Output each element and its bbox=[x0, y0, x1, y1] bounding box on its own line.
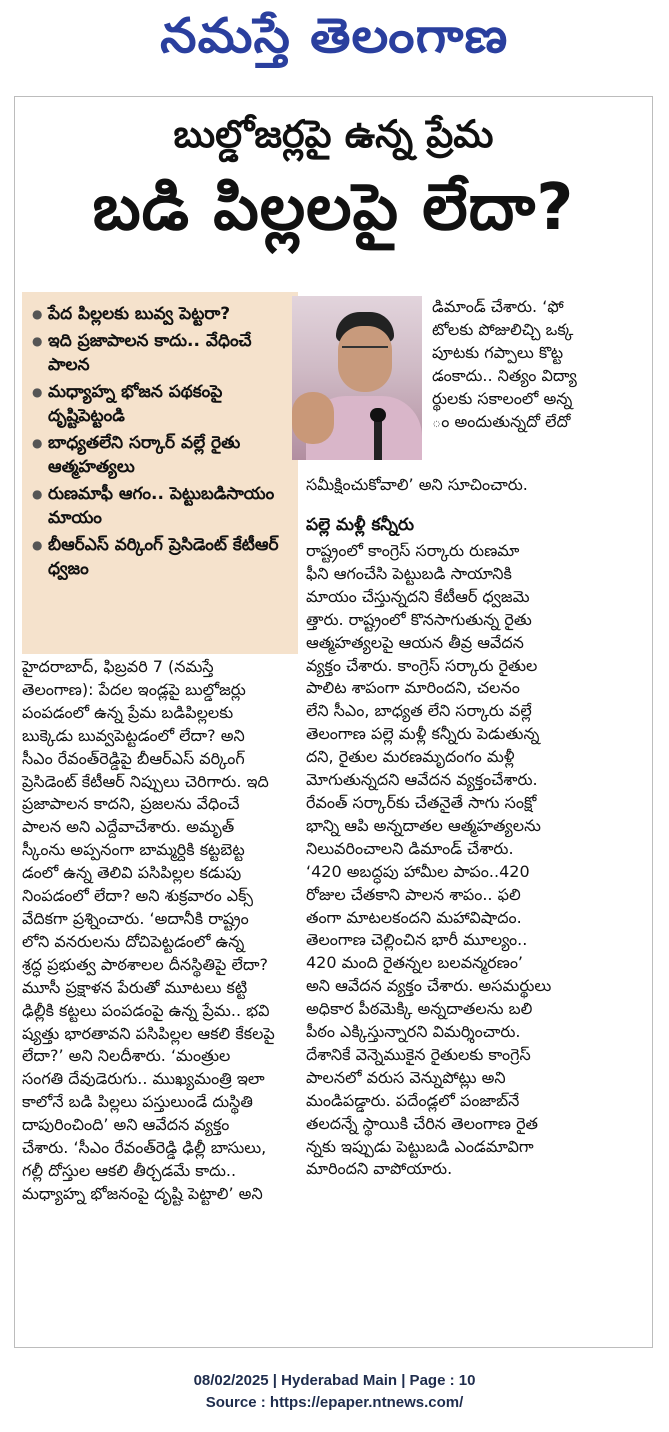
bullet-icon: ● bbox=[32, 307, 43, 321]
highlight-item: ● బాధ్యతలేని సర్కార్ వల్లే రైతు ఆత్మహత్యలు bbox=[32, 433, 241, 477]
bullet-icon: ● bbox=[32, 385, 43, 399]
masthead-title: నమస్తే తెలంగాణ bbox=[160, 8, 509, 64]
highlights-box bbox=[22, 292, 298, 654]
page-footer bbox=[0, 1370, 669, 1414]
bullet-icon: ● bbox=[32, 436, 43, 450]
newspaper-masthead bbox=[0, 0, 669, 84]
highlight-item: ● బీఆర్ఎస్ వర్కింగ్ ప్రెసిడెంట్ కేటీఆర్ ధ్వజం bbox=[32, 535, 279, 579]
bullet-icon: ● bbox=[32, 487, 43, 501]
highlight-item: ● పేద పిల్లలకు బువ్వ పెట్టరా? bbox=[32, 304, 231, 324]
edition-info: 08/02/2025 | Hyderabad Main | Page : 10 bbox=[193, 1372, 476, 1389]
highlights-list bbox=[32, 302, 292, 581]
article-body-left: హైదరాబాద్, ఫిబ్రవరి 7 (నమస్తే తెలంగాణ): పేదల ఇండ్లపై బుల్డోజర్లు పంపడంలో ఉన్న ప్రేమ బడిపిల్లలకు బుక్కెడు బువ్వపెట్టడంలో లేదా? అని సీఎం రేవంత్‌రెడ్డిపై బీఆర్ఎస్ వర్కింగ్ ప్రెసిడెంట్ కేటీఆర్ నిప్పులు చెరిగారు. ఇది ప్రజాపాలన కాదని, ప్రజలను వేధించే పాలన అని ఎద్దేవాచేశారు. అమృత్ స్కీంను అప్పనంగా బామ్మర్దికి కట్టబెట్ట డంలో ఉన్న తెలివి పసిపిల్లల కడుపు నింపడంలో లేదా? అని శుక్రవారం ఎక్స్ వేదికగా ప్రశ్నించారు. ‘అదానీకి రాష్ట్రం లోని వనరులను దోచిపెట్టడంలో ఉన్న శ్రద్ధ ప్రభుత్వ పాఠశాలల దీనస్థితిపై లేదా? మూసీ ప్రక్షాళన పేరుతో మూటలు కట్టి ఢిల్లీకి కట్టలు పంపడంపై ఉన్న ప్రేమ.. భవి ష్యత్తు భారతావని పసిపిల్లల ఆకలి కేకలపై లేదా?’ అని నిలదీశారు. ‘మంత్రుల సంగతి దేవుడెరుగు.. ముఖ్యమంత్రి ఇలా కాలోనే బడి పిల్లలు పస్తులుండే దుస్థితి దాపురించింది’ అని ఆవేదన వ్యక్తం చేశారు. ‘సీఎం రేవంత్‌రెడ్డి ఢిల్లీ బాసులు, గల్లీ దోస్తుల ఆకలి తీర్చడమే కాదు.. మధ్యాహ్న భోజనంపై దృష్టి పెట్టాలి’ అని bbox=[22, 657, 275, 1203]
bullet-icon: ● bbox=[32, 334, 43, 348]
source-link[interactable]: Source : https://epaper.ntnews.com/ bbox=[205, 1394, 464, 1411]
highlight-item: ● ఇది ప్రజాపాలన కాదు.. వేధించే పాలన bbox=[32, 331, 252, 375]
article-body-right: రాష్ట్రంలో కాంగ్రెస్ సర్కారు రుణమా ఫీని ఆగంచేసి పెట్టుబడి సాయానికి మాయం చేస్తున్నదని కేటీఆర్ ధ్వజమె త్తారు. రాష్ట్రంలో కొనసాగుతున్న రైతు ఆత్మహత్యలపై ఆయన తీవ్ర ఆవేదన వ్యక్తం చేశారు. కాంగ్రెస్ సర్కారు రైతుల పాలిట శాపంగా మారిందని, చలనం లేని సీఎం, బాధ్యత లేని సర్కారు వల్లే తెలంగాణ పల్లె మళ్లీ కన్నీరు పెడుతున్న దని, రైతుల మరణమృదంగం మళ్లీ మోగుతున్నదని ఆవేదన వ్యక్తంచేశారు. రేవంత్ సర్కార్‌కు చేతనైతే సాగు సంక్షో భాన్ని ఆపి అన్నదాతల ఆత్మహత్యలను నిలువరించాలని డిమాండ్ చేశారు. ‘420 అబద్ధపు హామీల పాపం..420 రోజుల చేతకాని పాలన శాపం.. ఫలి తంగా మాటలకందని మహావిషాదం. తెలంగాణ చెల్లించిన భారీ మూల్యం.. 420 మంది రైతన్నల బలవన్మరణం’ అని ఆవేదన వ్యక్తం చేశారు. అసమర్థులు అధికార పీఠమెక్కి అన్నదాతలను బలి పీఠం ఎక్కిస్తున్నారని విమర్శించారు. దేశానికే వెన్నెముకైన రైతులకు కాంగ్రెస్ పాలనలో వరుస వెన్నుపోట్లు అని మండిపడ్డారు. పదేండ్లలో పంజాబ్‌నే తలదన్నే స్థాయికి చేరిన తెలంగాణ రైత న్నకు ఇప్పుడు పెట్టుబడి ఎండమావిగా మారిందని వాపోయారు. bbox=[306, 541, 552, 1179]
highlight-item: ● రుణమాఫీ ఆగం.. పెట్టుబడిసాయం మాయం bbox=[32, 484, 275, 528]
article-kicker: బుల్డోజర్లపై ఉన్న ప్రేమ bbox=[173, 112, 494, 156]
article-body-right-top: డిమాండ్ చేశారు. ‘ఫో టోలకు పోజులిచ్చి ఒక్క పూటకు గప్పాలు కొట్ట డంకాదు.. నిత్యం విద్యా ర్థులకు సకాలంలో అన్న ం అందుతున్నదో లేదో bbox=[432, 297, 577, 431]
bullet-icon: ● bbox=[32, 538, 43, 552]
section-subhead: పల్లె మళ్లీ కన్నీరు bbox=[306, 515, 415, 535]
speaker-photo bbox=[292, 296, 422, 460]
article-headline: బడి పిల్లలపై లేదా? bbox=[92, 171, 575, 245]
highlight-item: ● మధ్యాహ్న భోజన పథకంపై దృష్టిపెట్టండి bbox=[32, 382, 223, 426]
article-body-right-line: సమీక్షించుకోవాలి’ అని సూచించారు. bbox=[306, 475, 528, 494]
